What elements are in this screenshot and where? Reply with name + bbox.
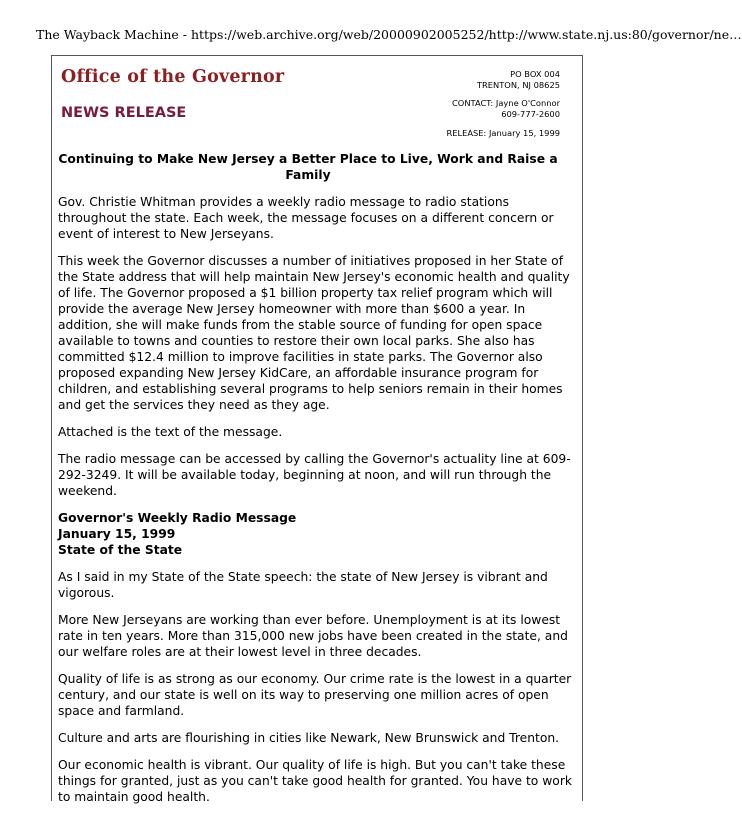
address-line-2: TRENTON, NJ 08625 bbox=[476, 80, 560, 90]
print-header: The Wayback Machine - https://web.archive.org/web/20000902005252/http://www.state.nj.us:80/governor/ne… bbox=[36, 27, 742, 42]
release-date: RELEASE: January 15, 1999 bbox=[446, 128, 560, 138]
contact-block bbox=[446, 69, 560, 139]
headline: Continuing to Make New Jersey a Better Place to Live, Work and Raise a Family bbox=[58, 152, 558, 182]
message-heading-date: January 15, 1999 bbox=[58, 527, 176, 541]
contact-phone: 609-777-2600 bbox=[501, 109, 560, 119]
intro-paragraph: The radio message can be accessed by calling the Governor's actuality line at 609-292-3249. It will be available today, beginning at noon, and will run through the weekend. bbox=[58, 452, 571, 498]
contact-line: CONTACT: Jayne O'Connor bbox=[452, 98, 560, 108]
message-paragraph: Culture and arts are flourishing in cities like Newark, New Brunswick and Trenton. bbox=[58, 731, 560, 745]
message-paragraph: Quality of life is as strong as our economy. Our crime rate is the lowest in a quarter century, and our state is well on its way to preserving one million acres of open space and farmland. bbox=[58, 672, 572, 718]
news-release-label: NEWS RELEASE bbox=[61, 105, 187, 121]
message-paragraph: Our economic health is vibrant. Our quality of life is high. But you can't take these things for granted, just as you can't take good health for granted. You have to work to maintain good health. bbox=[58, 758, 572, 804]
intro-paragraph: Gov. Christie Whitman provides a weekly radio message to radio stations throughout the state. Each week, the message focuses on a different concern or event of interest to New Jerseyans. bbox=[58, 195, 554, 241]
address-line-1: PO BOX 004 bbox=[510, 69, 560, 79]
message-paragraph: As I said in my State of the State speech: the state of New Jersey is vibrant and vigorous. bbox=[58, 570, 548, 600]
office-title: Office of the Governor bbox=[61, 67, 285, 87]
intro-paragraph: Attached is the text of the message. bbox=[58, 425, 283, 439]
message-heading-subject: State of the State bbox=[58, 543, 183, 557]
message-heading bbox=[58, 510, 572, 558]
message-paragraph: More New Jerseyans are working than ever before. Unemployment is at its lowest rate in ten years. More than 315,000 new jobs have been created in the state, and our welfare roles are at their lowest level in three decades. bbox=[58, 613, 568, 659]
article-body bbox=[58, 194, 572, 816]
message-heading-title: Governor's Weekly Radio Message bbox=[58, 511, 297, 525]
intro-paragraph: This week the Governor discusses a number of initiatives proposed in her State of the State address that will help maintain New Jersey's economic health and quality of life. The Governor proposed a $1 billion property tax relief program which will provide the average New Jersey homeowner with more than $600 a year. In addition, she will make funds from the stable source of funding for open space available to towns and counties to restore their own local parks. She also has committed $12.4 million to improve facilities in state parks. The Governor also proposed expanding New Jersey KidCare, an affordable insurance program for children, and establishing several programs to help seniors remain in their homes and get the services they need as they age. bbox=[58, 254, 570, 412]
